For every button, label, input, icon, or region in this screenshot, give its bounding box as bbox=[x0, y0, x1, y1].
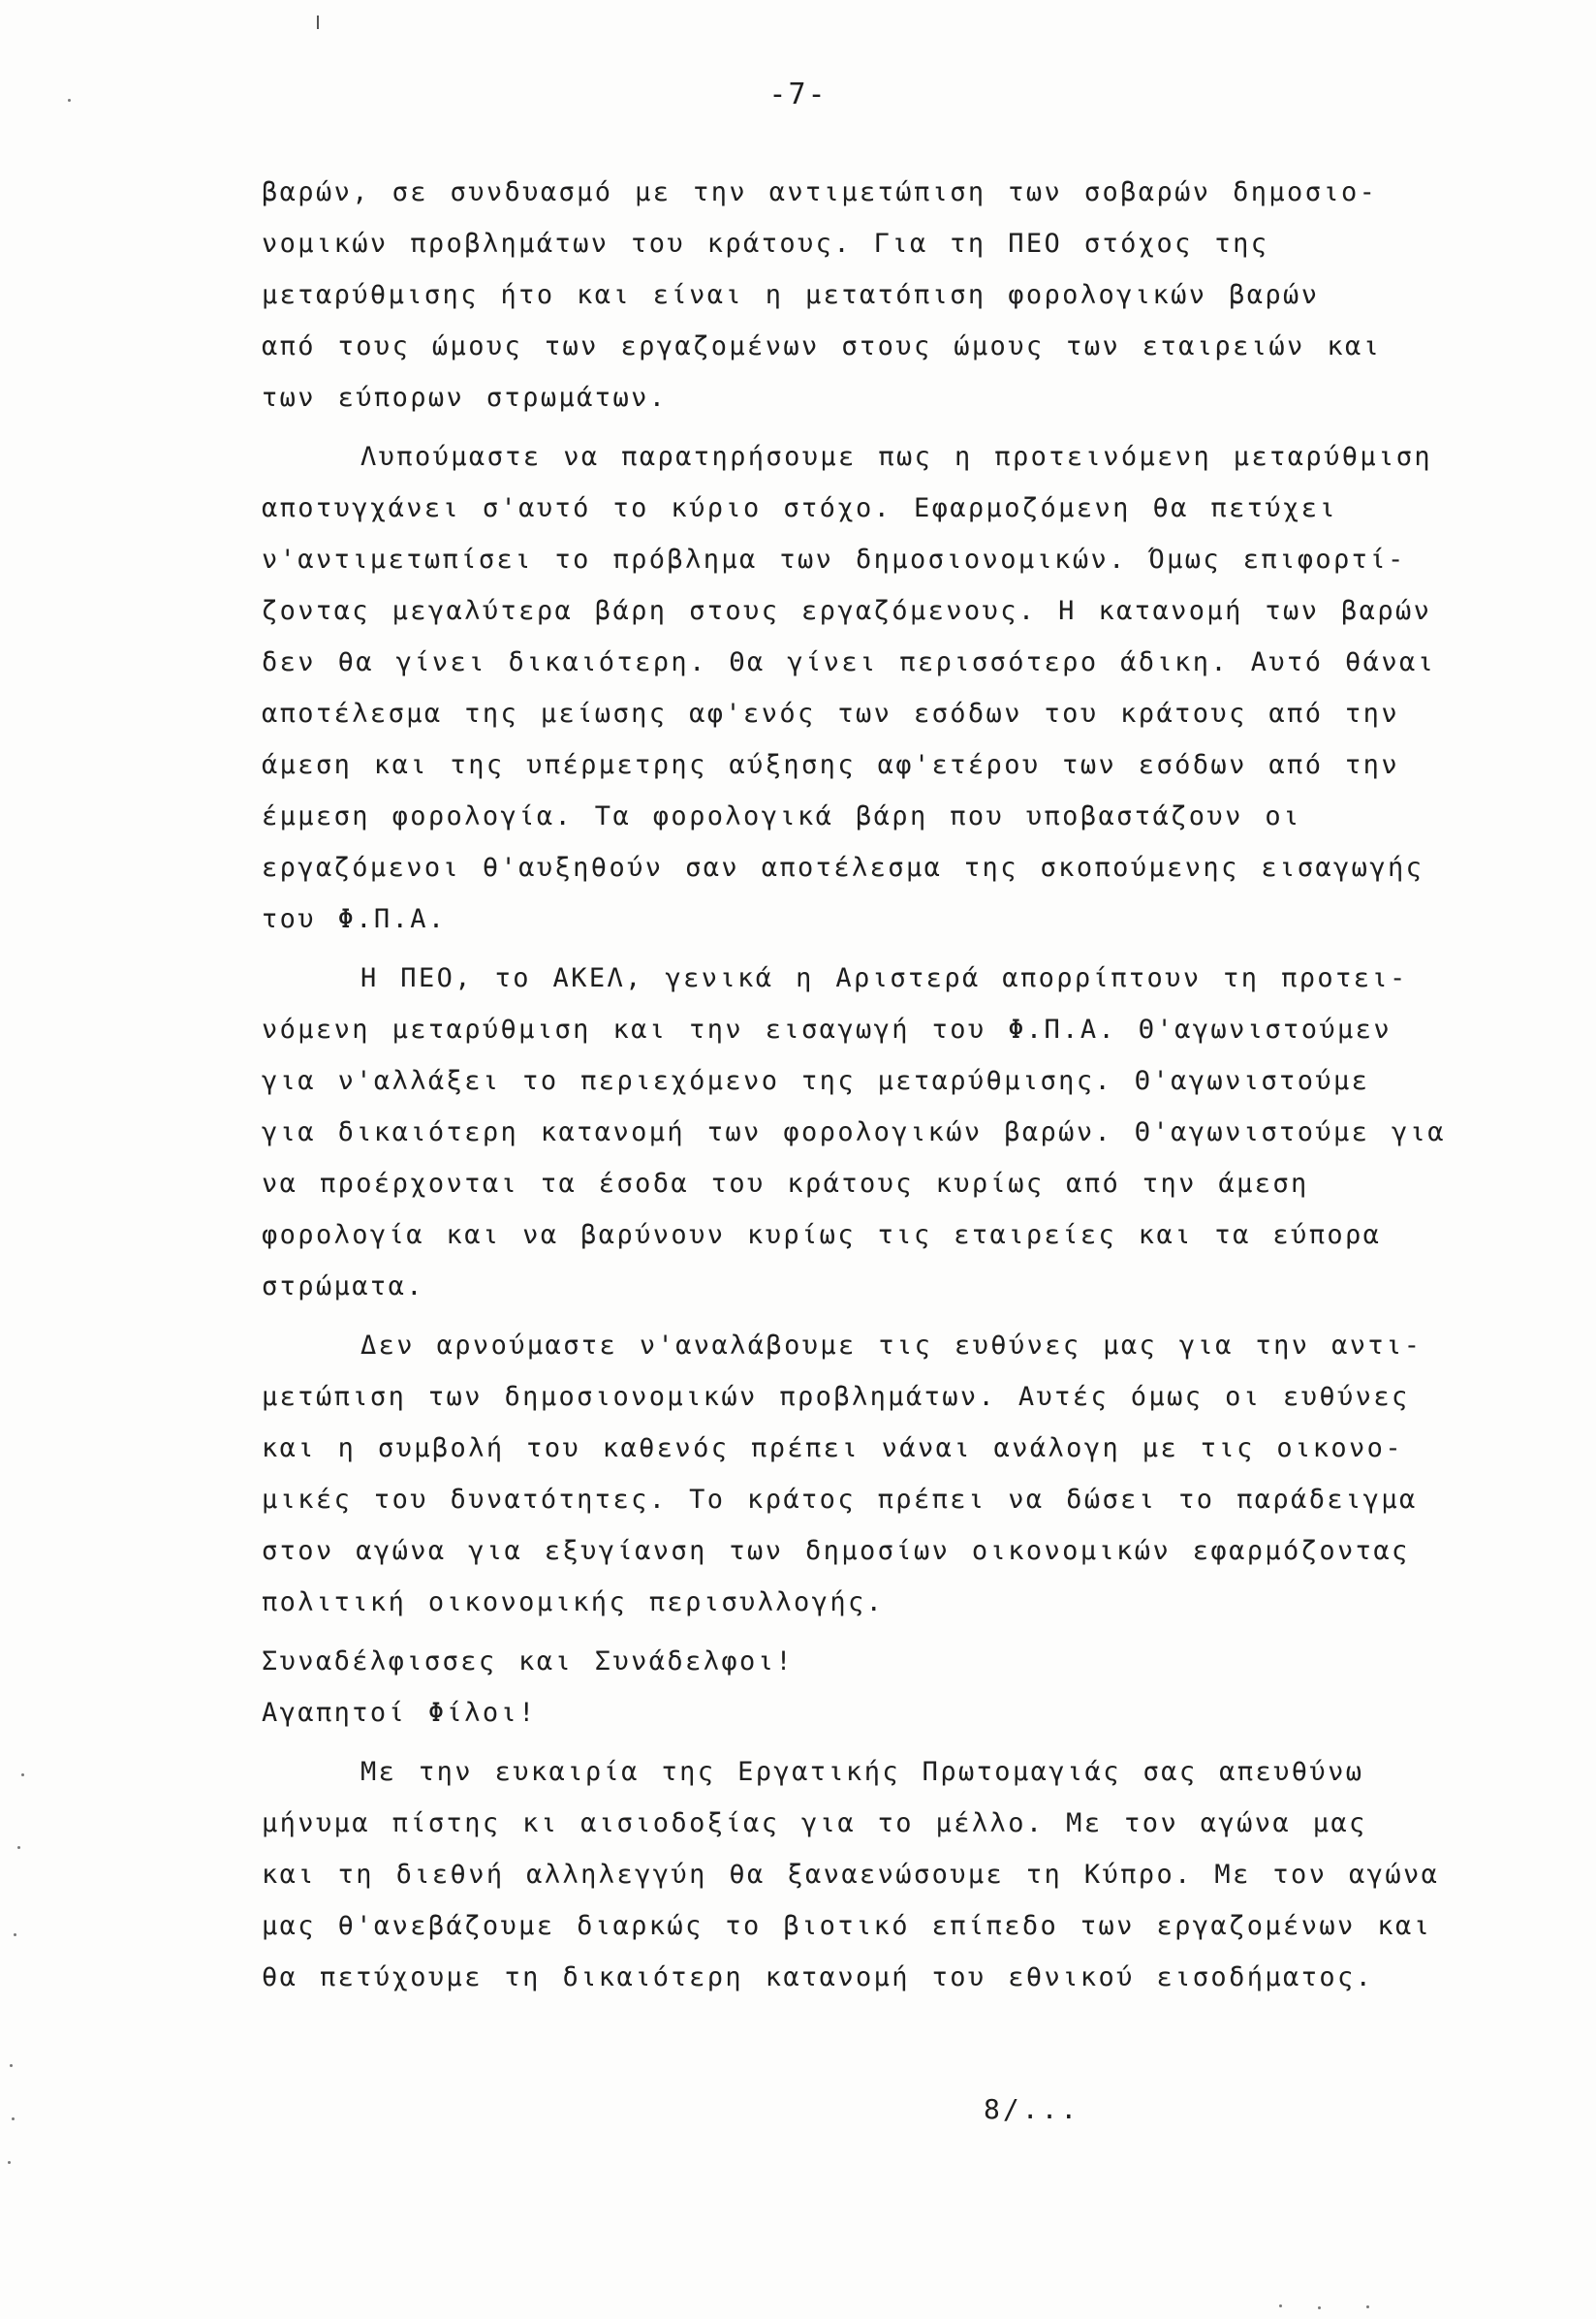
text-line: των εύπορων στρωμάτων. bbox=[262, 383, 668, 413]
scan-speck bbox=[1279, 2304, 1282, 2307]
scan-speck bbox=[14, 1933, 16, 1936]
document-body bbox=[262, 167, 1502, 2003]
text-line: ν'αντιμετωπίσει το πρόβλημα των δημοσιονομικών. Όμως επιφορτί- bbox=[262, 545, 1406, 575]
text-line: να προέρχονται τα έσοδα του κράτους κυρίως από την άμεση bbox=[262, 1169, 1309, 1199]
text-line: εργαζόμενοι θ'αυξηθούν σαν αποτέλεσμα της σκοπούμενης εισαγωγής bbox=[262, 853, 1424, 883]
continuation-marker: 8/... bbox=[984, 2093, 1080, 2125]
scan-mark bbox=[317, 16, 319, 29]
text-line: βαρών, σε συνδυασμό με την αντιμετώπιση των σοβαρών δημοσιο- bbox=[262, 177, 1378, 207]
text-line: μήνυμα πίστης κι αισιοδοξίας για το μέλλο. Με τον αγώνα μας bbox=[262, 1808, 1367, 1838]
text-line: Συναδέλφισσες και Συνάδελφοι! bbox=[262, 1646, 795, 1677]
text-line: αποτέλεσμα της μείωσης αφ'ενός των εσόδων του κράτους από την bbox=[262, 699, 1399, 729]
text-line: Με την ευκαιρία της Εργατικής Πρωτομαγιάς σας απευθύνω bbox=[360, 1757, 1364, 1787]
text-line: μεταρύθμισης ήτο και είναι η μετατόπιση φορολογικών βαρών bbox=[262, 280, 1320, 310]
paragraph bbox=[262, 431, 1502, 945]
scan-speck bbox=[12, 2117, 15, 2120]
text-line: ζοντας μεγαλύτερα βάρη στους εργαζόμενους. Η κατανομή των βαρών bbox=[262, 596, 1432, 626]
text-line: Δεν αρνούμαστε ν'αναλάβουμε τις ευθύνες μας για την αντι- bbox=[360, 1331, 1423, 1361]
paragraph bbox=[262, 1636, 1502, 1739]
text-line: αποτυγχάνει σ'αυτό το κύριο στόχο. Εφαρμοζόμενη θα πετύχει bbox=[262, 493, 1338, 523]
scan-speck bbox=[17, 1846, 20, 1849]
text-line: και η συμβολή του καθενός πρέπει νάναι ανάλογη με τις οικονο- bbox=[262, 1433, 1403, 1463]
text-line: δεν θα γίνει δικαιότερη. Θα γίνει περισσότερο άδικη. Αυτό θάναι bbox=[262, 647, 1436, 677]
scan-speck bbox=[10, 2064, 13, 2067]
text-line: από τους ώμους των εργαζομένων στους ώμους των εταιρειών και bbox=[262, 331, 1382, 361]
text-line: νόμενη μεταρύθμιση και την εισαγωγή του Φ.Π.Α. Θ'αγωνιστούμεν bbox=[262, 1015, 1392, 1045]
scan-speck bbox=[1318, 2306, 1321, 2309]
scan-speck bbox=[68, 99, 71, 102]
text-line: για δικαιότερη κατανομή των φορολογικών βαρών. Θ'αγωνιστούμε για bbox=[262, 1117, 1446, 1147]
text-line: πολιτική οικονομικής περισυλλογής. bbox=[262, 1587, 885, 1617]
paragraph bbox=[262, 1320, 1502, 1628]
text-line: στον αγώνα για εξυγίανση των δημοσίων οικονομικών εφαρμόζοντας bbox=[262, 1536, 1410, 1566]
scan-speck bbox=[21, 1773, 24, 1776]
text-line: μικές του δυνατότητες. Το κράτος πρέπει να δώσει το παράδειγμα bbox=[262, 1485, 1418, 1515]
paragraph bbox=[262, 167, 1502, 423]
text-line: του Φ.Π.Α. bbox=[262, 904, 447, 934]
page-number: -7- bbox=[768, 78, 828, 111]
text-line: Αγαπητοί Φίλοι! bbox=[262, 1698, 537, 1728]
text-line: Η ΠΕΟ, το ΑΚΕΛ, γενικά η Αριστερά απορρίπτουν τη προτει- bbox=[360, 963, 1408, 993]
text-line: και τη διεθνή αλληλεγγύη θα ξαναενώσουμε τη Κύπρο. Με τον αγώνα bbox=[262, 1860, 1440, 1890]
text-line: άμεση και της υπέρμετρης αύξησης αφ'ετέρου των εσόδων από την bbox=[262, 750, 1399, 780]
text-line: μετώπιση των δημοσιονομικών προβλημάτων. Αυτές όμως οι ευθύνες bbox=[262, 1382, 1410, 1412]
text-line: νομικών προβλημάτων του κράτους. Για τη ΠΕΟ στόχος της bbox=[262, 229, 1269, 259]
text-line: Λυπούμαστε να παρατηρήσουμε πως η προτεινόμενη μεταρύθμιση bbox=[360, 442, 1433, 472]
text-line: μας θ'ανεβάζουμε διαρκώς το βιοτικό επίπεδο των εργαζομένων και bbox=[262, 1911, 1432, 1941]
paragraph bbox=[262, 1746, 1502, 2003]
paragraph bbox=[262, 953, 1502, 1312]
text-line: για ν'αλλάξει το περιεχόμενο της μεταρύθμισης. Θ'αγωνιστούμε bbox=[262, 1066, 1370, 1096]
scan-speck bbox=[1366, 2305, 1369, 2308]
text-line: στρώματα. bbox=[262, 1271, 424, 1301]
scan-speck bbox=[8, 2161, 11, 2164]
text-line: έμμεση φορολογία. Τα φορολογικά βάρη που υποβαστάζουν οι bbox=[262, 801, 1301, 831]
text-line: θα πετύχουμε τη δικαιότερη κατανομή του εθνικού εισοδήματος. bbox=[262, 1962, 1374, 1992]
text-line: φορολογία και να βαρύνουν κυρίως τις εταιρείες και τα εύπορα bbox=[262, 1220, 1382, 1250]
